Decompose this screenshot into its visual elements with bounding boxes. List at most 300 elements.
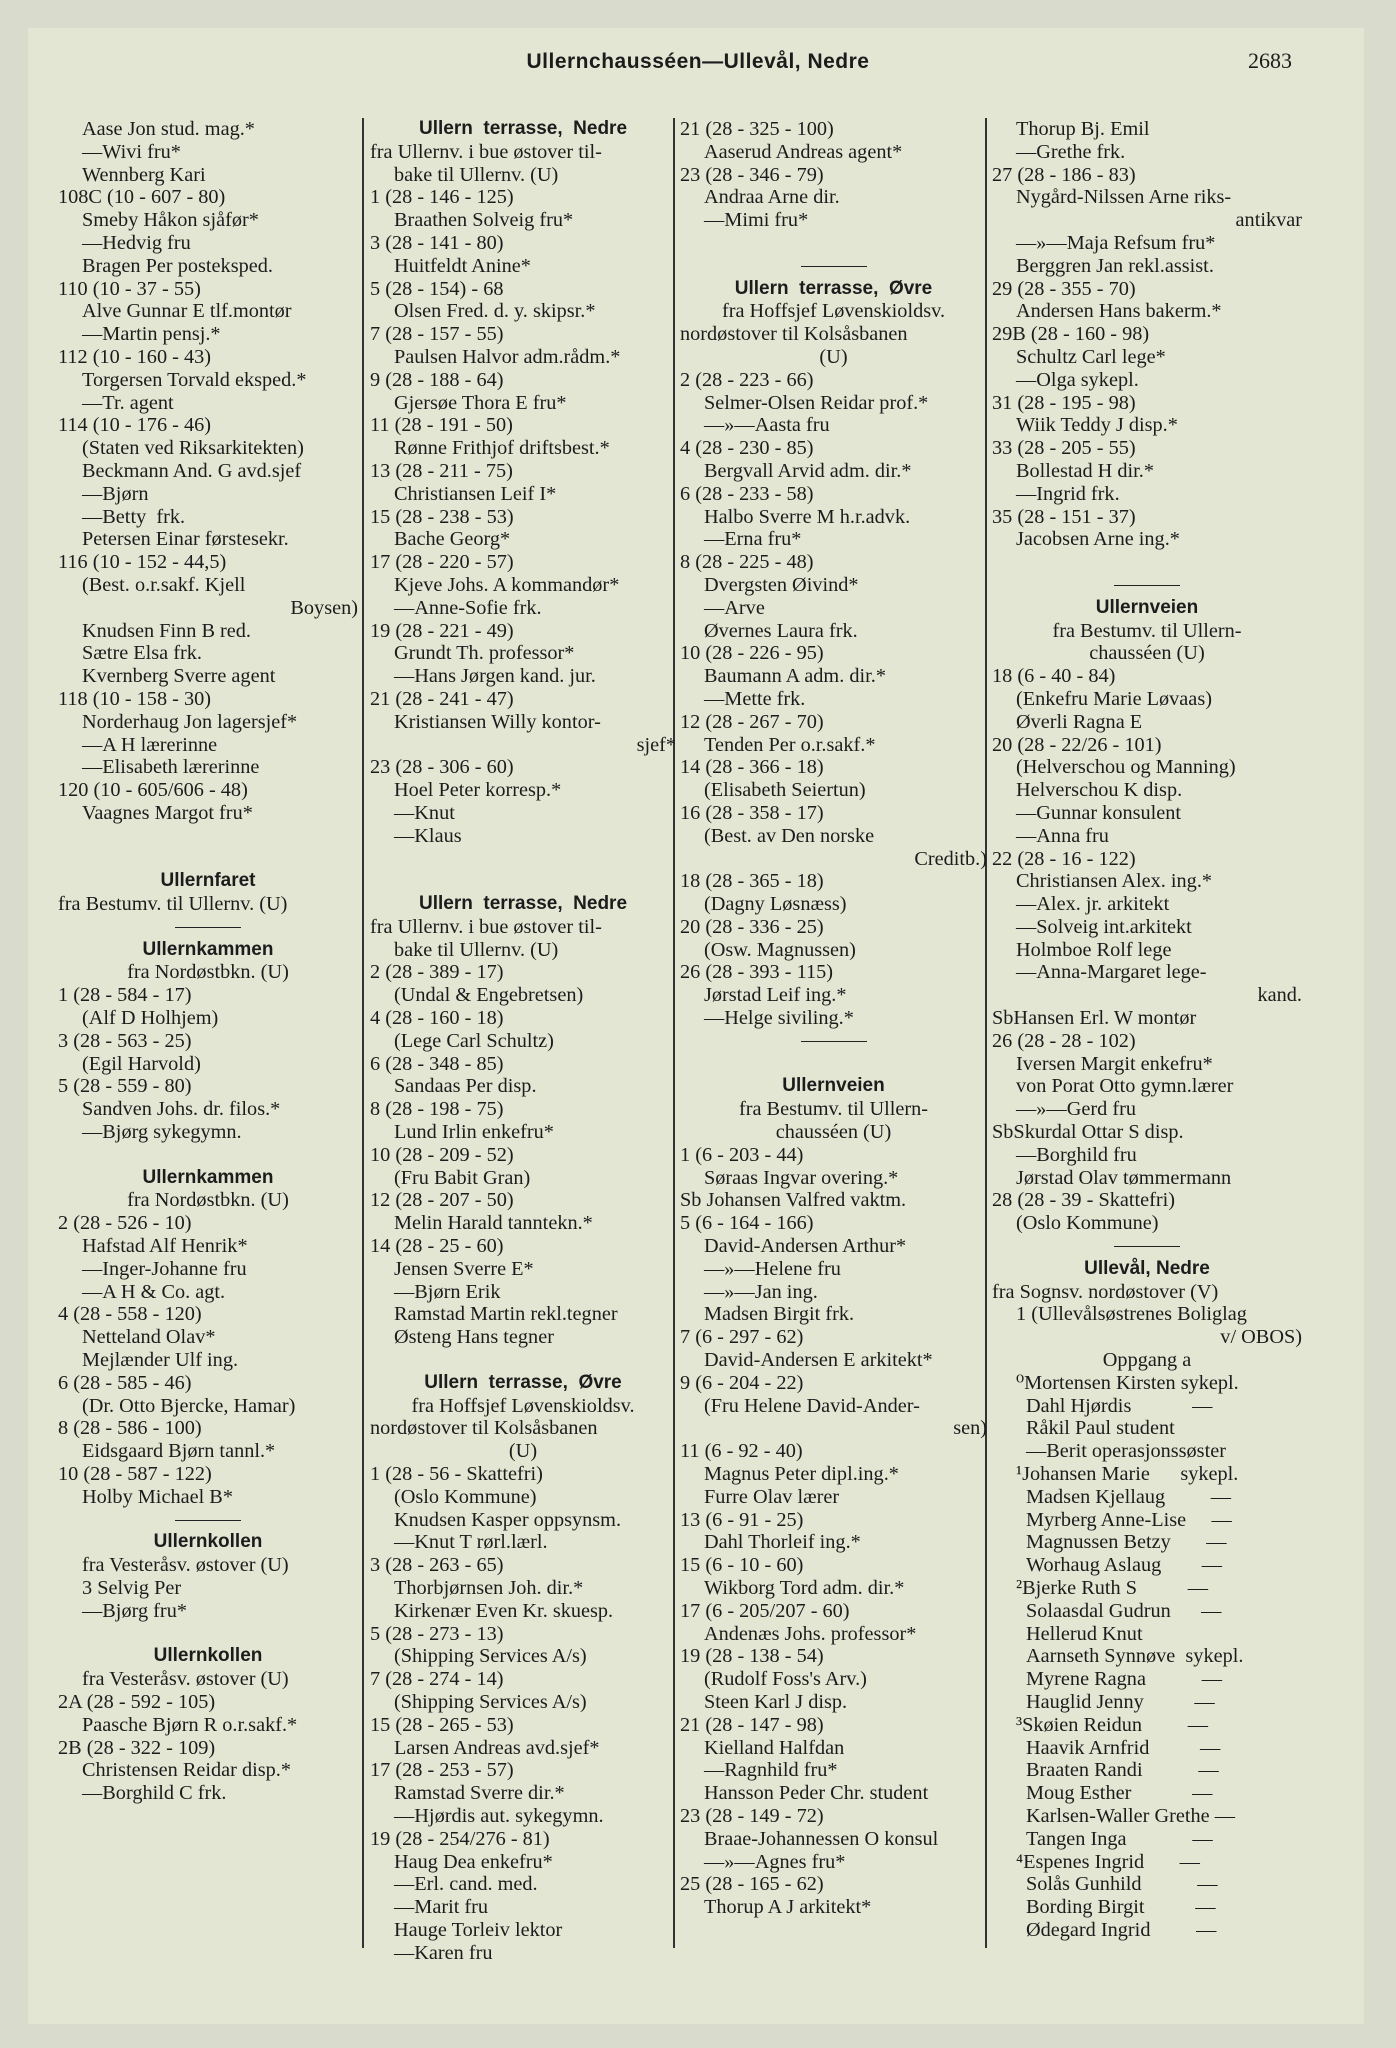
directory-line: Lund Irlin enkefru* — [394, 1121, 554, 1144]
directory-line: (Fru Babit Gran) — [394, 1166, 531, 1189]
directory-line: (Oslo Kommune) — [1016, 1212, 1159, 1235]
directory-line: Braae-Johannessen O konsul — [704, 1827, 939, 1850]
directory-line: (Best. av Den norske — [704, 824, 875, 847]
directory-line: Berggren Jan rekl.assist. — [1016, 254, 1214, 277]
directory-line: fra Sognsv. nordøstover (V) — [992, 1280, 1219, 1303]
directory-line: —Olga sykepl. — [1016, 368, 1139, 391]
directory-line: 6 (28 - 348 - 85) — [370, 1052, 504, 1075]
directory-line: Bragen Per posteksped. — [82, 254, 273, 277]
directory-line: —Helge siviling.* — [704, 1007, 854, 1030]
directory-line: 11 (28 - 191 - 50) — [370, 414, 513, 437]
directory-line: sjef* — [636, 733, 676, 756]
directory-line: —Ingrid frk. — [1016, 482, 1120, 505]
section-divider — [58, 1509, 358, 1532]
directory-line: 15 (6 - 10 - 60) — [680, 1554, 804, 1577]
directory-line: Christiansen Leif I* — [394, 482, 557, 505]
directory-line: Sætre Elsa frk. — [82, 642, 202, 665]
directory-line: Wiik Teddy J disp.* — [1016, 414, 1178, 437]
directory-line: —»—Gerd fru — [1016, 1098, 1136, 1121]
directory-line: Jensen Sverre E* — [394, 1257, 534, 1280]
directory-line: Dahl Thorleif ing.* — [704, 1531, 861, 1554]
directory-line: 23 (28 - 306 - 60) — [370, 756, 514, 779]
street-heading: Ullern terrasse, Nedre — [418, 893, 628, 915]
directory-line: SbSkurdal Ottar S disp. — [992, 1121, 1184, 1144]
directory-line: (Osw. Magnussen) — [704, 938, 856, 961]
directory-line: 23 (28 - 149 - 72) — [680, 1804, 824, 1827]
directory-line: —Alex. jr. arkitekt — [1016, 893, 1170, 916]
directory-line: —Borghild C frk. — [82, 1782, 227, 1805]
directory-line: —»—Agnes fru* — [704, 1850, 846, 1873]
directory-line: 12 (28 - 267 - 70) — [680, 710, 824, 733]
section-divider — [680, 1030, 987, 1053]
directory-line: SbHansen Erl. W montør — [992, 1007, 1197, 1030]
directory-line: Petersen Einar førstesekr. — [82, 528, 289, 551]
directory-line: antikvar — [1235, 209, 1302, 232]
directory-line: Dahl Hjørdis — — [1026, 1394, 1213, 1417]
directory-line: 1 (Ullevålsøstrenes Boliglag — [1016, 1303, 1247, 1326]
directory-line: Solaasdal Gudrun — — [1026, 1599, 1222, 1622]
directory-line: 7 (28 - 274 - 14) — [370, 1668, 504, 1691]
directory-line: 6 (28 - 585 - 46) — [58, 1371, 192, 1394]
directory-line: Christiansen Alex. ing.* — [1016, 870, 1213, 893]
directory-line: 2 (28 - 526 - 10) — [58, 1212, 192, 1235]
directory-line: 2A (28 - 592 - 105) — [58, 1690, 216, 1713]
directory-line: —Arve — [704, 596, 765, 619]
directory-line: Kvernberg Sverre agent — [82, 665, 276, 688]
directory-line: fra Vesteråsv. østover (U) — [82, 1668, 289, 1691]
directory-line: Kirkenær Even Kr. skuesp. — [394, 1599, 614, 1622]
directory-line: Baumann A adm. dir.* — [704, 665, 886, 688]
directory-line: bake til Ullernv. (U) — [394, 938, 559, 961]
directory-line: Bergvall Arvid adm. dir.* — [704, 459, 912, 482]
directory-line: (Best. o.r.sakf. Kjell — [82, 573, 246, 596]
directory-line: nordøstover til Kolsåsbanen — [680, 323, 908, 346]
directory-line: Andersen Hans bakerm.* — [1016, 300, 1222, 323]
street-heading: Ullernveien — [782, 1075, 885, 1097]
directory-line: —Elisabeth lærerinne — [82, 756, 260, 779]
directory-line: 10 (28 - 226 - 95) — [680, 642, 824, 665]
directory-line: kand. — [1257, 984, 1302, 1007]
directory-line: (Dagny Løsnæss) — [704, 893, 847, 916]
directory-line: fra Bestumv. til Ullern- — [738, 1098, 929, 1121]
directory-line: Paulsen Halvor adm.rådm.* — [394, 345, 621, 368]
directory-line: Hansson Peder Chr. student — [704, 1782, 929, 1805]
directory-line: Sandven Johs. dr. filos.* — [82, 1098, 281, 1121]
directory-line: Søraas Ingvar overing.* — [704, 1166, 899, 1189]
directory-line: Myrene Ragna — — [1026, 1668, 1223, 1691]
directory-line: (Oslo Kommune) — [394, 1485, 537, 1508]
directory-line: —Bjørn Erik — [394, 1280, 501, 1303]
directory-line: Gjersøe Thora E fru* — [394, 391, 567, 414]
directory-line: (Lege Carl Schultz) — [394, 1029, 554, 1052]
directory-line: —Knut T rørl.lærl. — [394, 1531, 548, 1554]
directory-line: fra Bestumv. til Ullern- — [1052, 619, 1242, 642]
directory-line: Kristiansen Willy kontor- — [394, 710, 601, 733]
directory-line: chausséen (U) — [775, 1121, 892, 1144]
directory-line: —»—Aasta fru — [704, 414, 830, 437]
directory-line: 118 (10 - 158 - 30) — [58, 687, 212, 710]
page-number: 2683 — [1248, 48, 1292, 73]
directory-line: Sb Johansen Valfred vaktm. — [680, 1189, 907, 1212]
directory-line: Myrberg Anne-Lise — — [1026, 1508, 1232, 1531]
directory-line: Knudsen Finn B red. — [82, 619, 252, 642]
section-divider — [992, 1235, 1302, 1258]
directory-line: fra Hoffsjef Løvenskioldsv. — [721, 300, 946, 323]
directory-line: Rønne Frithjof driftsbest.* — [394, 437, 610, 460]
street-heading: Ullern terrasse, Nedre — [418, 118, 628, 139]
directory-line: 19 (28 - 221 - 49) — [370, 619, 514, 642]
directory-line: 4 (28 - 160 - 18) — [370, 1007, 504, 1030]
directory-line: —Wivi fru* — [82, 140, 181, 163]
directory-line: Wikborg Tord adm. dir.* — [704, 1577, 905, 1599]
directory-line: (U) — [819, 345, 848, 368]
directory-line: 2 (28 - 223 - 66) — [680, 368, 814, 391]
directory-line: Andraa Arne dir. — [704, 186, 840, 209]
directory-line: Kielland Halfdan — [704, 1736, 845, 1759]
directory-line: —Grethe frk. — [1016, 140, 1126, 163]
directory-line: Jørstad Leif ing.* — [704, 984, 847, 1007]
directory-line: 9 (28 - 188 - 64) — [370, 368, 504, 391]
directory-line: fra Hoffsjef Løvenskioldsv. — [411, 1394, 635, 1417]
directory-line: Hoel Peter korresp.* — [394, 779, 562, 802]
column-1 — [58, 118, 358, 1805]
directory-line: —Anne-Sofie frk. — [394, 596, 542, 619]
directory-line: Hellerud Knut — [1026, 1622, 1143, 1645]
directory-line: —»—Maja Refsum fru* — [1016, 231, 1216, 254]
directory-line: (Undal & Engebretsen) — [394, 984, 584, 1007]
directory-line: 5 (28 - 273 - 13) — [370, 1622, 504, 1645]
directory-line: David-Andersen Arthur* — [704, 1235, 907, 1258]
section-divider — [58, 916, 358, 939]
directory-line: 3 Selvig Per — [82, 1577, 182, 1599]
directory-line: Tenden Per o.r.sakf.* — [704, 733, 876, 756]
directory-line: Øverli Ragna E — [1016, 710, 1143, 733]
directory-line: Halbo Sverre M h.r.advk. — [704, 505, 911, 528]
directory-line: Bollestad H dir.* — [1016, 459, 1155, 482]
directory-line: 16 (28 - 358 - 17) — [680, 801, 824, 824]
spacer — [370, 848, 676, 871]
directory-line: 13 (6 - 91 - 25) — [680, 1508, 804, 1531]
directory-line: —A H lærerinne — [82, 733, 218, 756]
directory-line: Haug Dea enkefru* — [394, 1850, 553, 1873]
directory-line: 35 (28 - 151 - 37) — [992, 505, 1136, 528]
directory-line: —Klaus — [394, 824, 462, 847]
directory-line: 25 (28 - 165 - 62) — [680, 1873, 824, 1896]
directory-line: Schultz Carl lege* — [1016, 345, 1166, 368]
directory-line: 26 (28 - 393 - 115) — [680, 961, 834, 984]
directory-line: 3 (28 - 263 - 65) — [370, 1554, 504, 1577]
directory-line: Selmer-Olsen Reidar prof.* — [704, 391, 929, 414]
directory-line: 21 (28 - 147 - 98) — [680, 1713, 824, 1736]
directory-line: Ramstad Sverre dir.* — [394, 1782, 565, 1805]
directory-line: Tangen Inga — — [1026, 1827, 1213, 1850]
directory-line: 28 (28 - 39 - Skattefri) — [992, 1189, 1176, 1212]
directory-line: —Knut — [394, 801, 455, 824]
directory-line: fra Vesteråsv. østover (U) — [82, 1554, 289, 1577]
directory-line: (Dr. Otto Bjercke, Hamar) — [82, 1394, 296, 1417]
directory-line: Olsen Fred. d. y. skipsr.* — [394, 300, 596, 323]
directory-line: 116 (10 - 152 - 44,5) — [58, 551, 227, 574]
directory-line: Sandaas Per disp. — [394, 1075, 537, 1098]
directory-line: (U) — [508, 1440, 538, 1463]
street-heading: Ullernveien — [1095, 596, 1199, 618]
directory-line: Aarnseth Synnøve sykepl. — [1026, 1645, 1244, 1668]
directory-line: Wennberg Kari — [82, 163, 206, 186]
directory-line: (Shipping Services A/s) — [394, 1690, 587, 1713]
directory-line: Boysen) — [290, 596, 358, 619]
directory-line: 5 (28 - 559 - 80) — [58, 1075, 192, 1098]
directory-line: 21 (28 - 325 - 100) — [680, 118, 834, 140]
directory-line: 1 (6 - 203 - 44) — [680, 1143, 804, 1166]
directory-line: 4 (28 - 230 - 85) — [680, 437, 814, 460]
directory-line: 19 (28 - 254/276 - 81) — [370, 1827, 550, 1850]
directory-line: fra Nordøstbkn. (U) — [127, 961, 289, 984]
directory-line: —»—Helene fru — [704, 1257, 841, 1280]
directory-line: 1 (28 - 584 - 17) — [58, 984, 192, 1007]
directory-line: Thorup Bj. Emil — [1016, 118, 1150, 140]
directory-line: —A H & Co. agt. — [82, 1280, 226, 1303]
directory-line: nordøstover til Kolsåsbanen — [370, 1417, 598, 1440]
directory-line: ²Bjerke Ruth S — — [1016, 1577, 1208, 1599]
directory-line: Thorup A J arkitekt* — [704, 1896, 872, 1919]
directory-line: 5 (28 - 154) - 68 — [370, 277, 504, 300]
directory-line: —Bjørn — [82, 482, 149, 505]
directory-line: —Tr. agent — [82, 391, 174, 414]
directory-line: Vaagnes Margot fru* — [82, 801, 253, 824]
directory-line: 31 (28 - 195 - 98) — [992, 391, 1136, 414]
directory-line: 15 (28 - 238 - 53) — [370, 505, 514, 528]
directory-line: 19 (28 - 138 - 54) — [680, 1645, 824, 1668]
directory-line: 5 (6 - 164 - 166) — [680, 1212, 814, 1235]
street-heading: Ullern terrasse, Øvre — [424, 1371, 622, 1393]
directory-line: Aase Jon stud. mag.* — [82, 118, 255, 140]
directory-line: —Gunnar konsulent — [1016, 801, 1182, 824]
spacer — [58, 848, 358, 871]
directory-line: 17 (28 - 253 - 57) — [370, 1759, 514, 1782]
page-header: Ullernchausséen—Ullevål, Nedre — [526, 50, 870, 73]
directory-line: (Elisabeth Seiertun) — [704, 779, 866, 802]
directory-line: 33 (28 - 205 - 55) — [992, 437, 1136, 460]
directory-line: fra Ullernv. i bue østover til- — [370, 140, 602, 163]
directory-line: Nygård-Nilssen Arne riks- — [1016, 186, 1232, 209]
directory-line: (Alf D Holhjem) — [82, 1007, 219, 1030]
directory-line: sen) — [953, 1417, 987, 1440]
street-heading: Ullernkollen — [153, 1531, 263, 1553]
directory-line: Paasche Bjørn R o.r.sakf.* — [82, 1713, 298, 1736]
directory-line: 6 (28 - 233 - 58) — [680, 482, 814, 505]
directory-line: Magnussen Betzy — — [1026, 1531, 1227, 1554]
directory-line: 1 (28 - 56 - Skattefri) — [370, 1463, 543, 1486]
directory-line: 112 (10 - 160 - 43) — [58, 345, 212, 368]
directory-line: Beckmann And. G avd.sjef — [82, 459, 302, 482]
directory-line: 8 (28 - 586 - 100) — [58, 1417, 202, 1440]
directory-line: 18 (6 - 40 - 84) — [992, 665, 1116, 688]
directory-line: 17 (28 - 220 - 57) — [370, 551, 514, 574]
directory-line: 26 (28 - 28 - 102) — [992, 1029, 1136, 1052]
directory-line: 22 (28 - 16 - 122) — [992, 847, 1136, 870]
street-heading: Ullernkollen — [153, 1645, 263, 1667]
directory-line: Ramstad Martin rekl.tegner — [394, 1303, 618, 1326]
street-heading: Ullevål, Nedre — [1084, 1257, 1210, 1279]
directory-line: —Karen fru — [394, 1941, 493, 1964]
directory-line: Madsen Birgit frk. — [704, 1303, 855, 1326]
directory-line: 27 (28 - 186 - 83) — [992, 163, 1136, 186]
column-4 — [992, 118, 1302, 1942]
directory-line: Larsen Andreas avd.sjef* — [394, 1736, 600, 1759]
directory-line: 12 (28 - 207 - 50) — [370, 1189, 514, 1212]
street-heading: Ullernkammen — [142, 938, 274, 960]
street-heading: Ullernfaret — [160, 870, 256, 892]
directory-line: 110 (10 - 37 - 55) — [58, 277, 201, 300]
directory-line: (Fru Helene David-Ander- — [704, 1394, 920, 1417]
directory-line: 23 (28 - 346 - 79) — [680, 163, 824, 186]
column-3 — [680, 118, 987, 1919]
directory-line: Magnus Peter dipl.ing.* — [704, 1463, 899, 1486]
column-divider — [362, 118, 364, 1948]
directory-line: 15 (28 - 265 - 53) — [370, 1713, 514, 1736]
directory-line: 7 (28 - 157 - 55) — [370, 323, 504, 346]
directory-line: Hauge Torleiv lektor — [394, 1918, 563, 1941]
directory-line: 29B (28 - 160 - 98) — [992, 323, 1150, 346]
directory-line: —Marit fru — [394, 1896, 489, 1919]
directory-line: 114 (10 - 176 - 46) — [58, 414, 212, 437]
directory-line: Worhaug Aslaug — — [1026, 1554, 1223, 1577]
directory-line: —Anna fru — [1016, 824, 1109, 847]
directory-line: —Hedvig fru — [82, 231, 191, 254]
directory-line: Dvergsten Øivind* — [704, 573, 859, 596]
spacer — [58, 1144, 358, 1167]
directory-line: Netteland Olav* — [82, 1326, 216, 1349]
directory-line: 2 (28 - 389 - 17) — [370, 961, 504, 984]
directory-line: Ødegard Ingrid — — [1026, 1918, 1217, 1941]
directory-line: Braaten Randi — — [1026, 1759, 1219, 1782]
directory-line: Bache Georg* — [394, 528, 511, 551]
spacer — [680, 232, 987, 255]
directory-line: ⁰Mortensen Kirsten sykepl. — [1016, 1371, 1239, 1394]
directory-line: von Porat Otto gymn.lærer — [1016, 1075, 1234, 1098]
section-divider — [992, 574, 1302, 597]
directory-line: —Anna-Margaret lege- — [1016, 961, 1207, 984]
directory-line: 108C (10 - 607 - 80) — [58, 186, 226, 209]
spacer — [370, 870, 676, 893]
directory-line: (Egil Harvold) — [82, 1052, 201, 1075]
directory-line: Holmboe Rolf lege — [1016, 938, 1172, 961]
spacer — [58, 825, 358, 848]
directory-line: Madsen Kjellaug — — [1026, 1485, 1232, 1508]
directory-line: 10 (28 - 209 - 52) — [370, 1143, 514, 1166]
directory-line: ³Skøien Reidun — — [1016, 1713, 1208, 1736]
directory-line: David-Andersen E arkitekt* — [704, 1349, 933, 1372]
directory-line: 2B (28 - 322 - 109) — [58, 1736, 216, 1759]
directory-line: Thorbjørnsen Joh. dir.* — [394, 1577, 584, 1599]
directory-line: —Martin pensj.* — [82, 323, 221, 346]
directory-line: —»—Jan ing. — [704, 1280, 818, 1303]
directory-line: Huitfeldt Anine* — [394, 254, 531, 277]
street-heading: Ullern terrasse, Øvre — [734, 277, 933, 299]
directory-line: Solås Gunhild — — [1026, 1873, 1218, 1896]
directory-line: (Enkefru Marie Løvaas) — [1016, 687, 1212, 710]
directory-line: Christensen Reidar disp.* — [82, 1759, 291, 1782]
directory-line: Jacobsen Arne ing.* — [1016, 528, 1180, 551]
directory-line: (Helverschou og Manning) — [1016, 756, 1236, 779]
directory-line: —Hjørdis aut. sykegymn. — [394, 1804, 604, 1827]
directory-line: fra Nordøstbkn. (U) — [127, 1189, 289, 1212]
directory-line: 3 (28 - 563 - 25) — [58, 1029, 192, 1052]
directory-line: Kjeve Johs. A kommandør* — [394, 573, 620, 596]
directory-line: 4 (28 - 558 - 120) — [58, 1303, 202, 1326]
directory-line: 10 (28 - 587 - 122) — [58, 1463, 212, 1486]
directory-line: Iversen Margit enkefru* — [1016, 1052, 1213, 1075]
directory-line: Øvernes Laura frk. — [704, 619, 858, 642]
directory-line: 29 (28 - 355 - 70) — [992, 277, 1136, 300]
directory-line: —Borghild fru — [1016, 1143, 1137, 1166]
directory-line: Karlsen-Waller Grethe — — [1026, 1804, 1235, 1827]
directory-line: Helverschou K disp. — [1016, 779, 1183, 802]
directory-line: Knudsen Kasper oppsynsm. — [394, 1508, 622, 1531]
directory-line: —Ragnhild fru* — [704, 1759, 838, 1782]
directory-line: Oppgang a — [1102, 1349, 1192, 1372]
directory-line: —Berit operasjonssøster — [1026, 1440, 1226, 1463]
street-heading: Ullernkammen — [142, 1166, 274, 1188]
column-2 — [370, 118, 676, 1965]
directory-line: Mejlænder Ulf ing. — [82, 1349, 239, 1372]
directory-line: Østeng Hans tegner — [394, 1326, 554, 1349]
directory-line: Steen Karl J disp. — [704, 1690, 848, 1713]
directory-line: Hauglid Jenny — — [1026, 1690, 1215, 1713]
directory-line: Holby Michael B* — [82, 1485, 233, 1508]
directory-line: Aaserud Andreas agent* — [704, 140, 903, 163]
directory-line: 14 (28 - 25 - 60) — [370, 1235, 504, 1258]
directory-line: 9 (6 - 204 - 22) — [680, 1371, 804, 1394]
directory-line: ⁴Espenes Ingrid — — [1016, 1850, 1200, 1873]
directory-line: —Solveig int.arkitekt — [1016, 915, 1192, 938]
directory-line: v/ OBOS) — [1220, 1326, 1302, 1349]
directory-line: 120 (10 - 605/606 - 48) — [58, 779, 248, 802]
directory-line: Braathen Solveig fru* — [394, 209, 574, 232]
directory-line: Smeby Håkon sjåfør* — [82, 209, 259, 232]
directory-line: Furre Olav lærer — [704, 1485, 840, 1508]
directory-line: Moug Esther — — [1026, 1782, 1213, 1805]
directory-line: Creditb.) — [914, 847, 987, 870]
directory-line: —Bjørg sykegymn. — [82, 1121, 242, 1144]
directory-line: (Shipping Services A/s) — [394, 1645, 587, 1668]
directory-line: 8 (28 - 225 - 48) — [680, 551, 814, 574]
directory-line: Råkil Paul student — [1026, 1417, 1175, 1440]
directory-line: chausséen (U) — [1089, 642, 1205, 665]
directory-line: Jørstad Olav tømmermann — [1016, 1166, 1232, 1189]
directory-line: 1 (28 - 146 - 125) — [370, 186, 514, 209]
directory-line: —Erna fru* — [704, 528, 802, 551]
directory-line: Alve Gunnar E tlf.montør — [82, 300, 292, 323]
section-divider — [680, 255, 987, 278]
directory-line: 11 (6 - 92 - 40) — [680, 1440, 803, 1463]
directory-line: bake til Ullernv. (U) — [394, 163, 559, 186]
directory-line: 18 (28 - 365 - 18) — [680, 870, 824, 893]
directory-line: 7 (6 - 297 - 62) — [680, 1326, 804, 1349]
directory-line: —Bjørg fru* — [82, 1599, 187, 1622]
directory-line: 14 (28 - 366 - 18) — [680, 756, 824, 779]
directory-line: (Staten ved Riksarkitekten) — [82, 437, 304, 460]
directory-line: 20 (28 - 336 - 25) — [680, 915, 824, 938]
directory-line: —Hans Jørgen kand. jur. — [394, 665, 596, 688]
directory-line: 20 (28 - 22/26 - 101) — [992, 733, 1162, 756]
directory-line: —Mimi fru* — [704, 209, 809, 232]
directory-line: Bording Birgit — — [1026, 1896, 1216, 1919]
directory-line: fra Ullernv. i bue østover til- — [370, 915, 602, 938]
directory-line: (Rudolf Foss's Arv.) — [704, 1668, 867, 1691]
directory-line: Norderhaug Jon lagersjef* — [82, 710, 298, 733]
directory-line: fra Bestumv. til Ullernv. (U) — [58, 893, 288, 916]
